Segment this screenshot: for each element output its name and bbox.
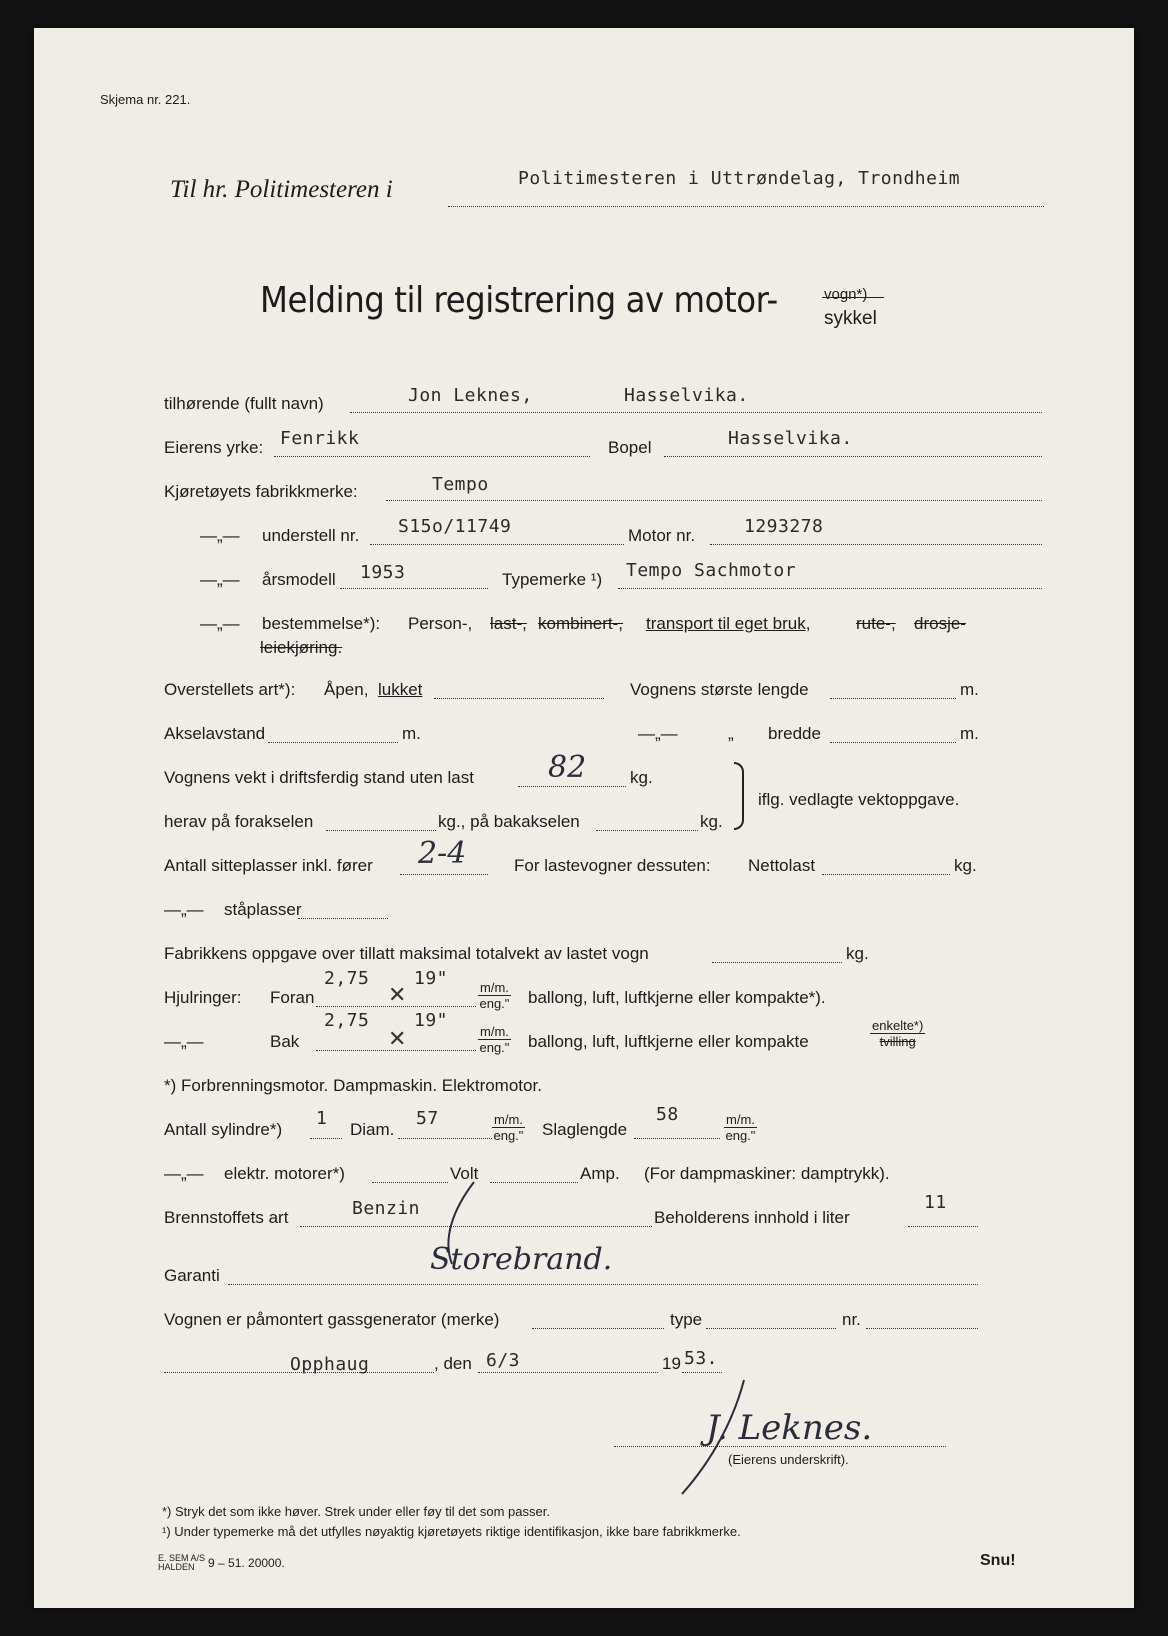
payload-unit: kg.: [954, 856, 977, 875]
body-open: Åpen,: [324, 680, 369, 699]
unit-eng: eng.": [725, 1128, 756, 1143]
model-year-label: årsmodell: [262, 570, 336, 589]
printer-line-1: E. SEM A/S: [158, 1553, 206, 1563]
rear-tire-dia: 19": [414, 1010, 449, 1031]
purpose-last: last-,: [490, 614, 527, 633]
diam-value: 57: [416, 1108, 439, 1129]
recipient-label: Til hr. Politimesteren i: [170, 176, 393, 203]
purpose-kombinert: kombinert-,: [538, 614, 624, 633]
type-label: Typemerke ¹): [502, 570, 603, 589]
type-value: Tempo Sachmotor: [626, 560, 797, 581]
stroke-line: [634, 1138, 720, 1139]
year-prefix: 19: [662, 1354, 681, 1373]
wheelbase-unit: m.: [402, 724, 421, 743]
front-unit-fraction: [478, 980, 511, 1011]
enkelte-label: enkelte*): [872, 1018, 924, 1033]
gasgen-type-label: type: [670, 1310, 703, 1329]
weight-unit: kg.: [630, 768, 653, 787]
year-line: [682, 1372, 722, 1373]
registration-form: [34, 28, 1134, 1608]
chassis-label: understell nr.: [262, 526, 360, 545]
owner-label: tilhørende (fullt navn): [164, 394, 324, 413]
payload-label: Nettolast: [748, 856, 816, 875]
maxweight-unit: kg.: [846, 944, 869, 963]
diam-line: [398, 1138, 492, 1139]
wheelbase-label: Akselavstand: [164, 724, 266, 743]
insurance-value: Storebrand.: [430, 1242, 613, 1277]
weight-bracket: [734, 762, 744, 830]
unit-mm: m/m.: [480, 1024, 509, 1039]
seats-line: [400, 874, 488, 875]
maxweight-line: [712, 962, 842, 963]
unit-mm: m/m.: [494, 1112, 523, 1127]
gasgen-nr-line: [866, 1328, 978, 1329]
fuel-value: Benzin: [352, 1198, 421, 1219]
printer-line-2: HALDEN: [158, 1562, 195, 1572]
residence-line: [664, 456, 1042, 457]
rear-tire-types: ballong, luft, luftkjerne eller kompakte: [528, 1032, 809, 1051]
make-line: [386, 500, 1042, 501]
enkelte-fraction: [870, 1018, 925, 1049]
wheelbase-line: [268, 742, 398, 743]
insurance-line: [228, 1284, 978, 1285]
date-label: , den: [434, 1354, 472, 1373]
recipient-value: Politimesteren i Uttrøndelag, Trondheim: [518, 168, 961, 189]
rear-axle-line: [596, 830, 698, 831]
tank-value: 11: [924, 1192, 947, 1213]
footnote-2: ¹) Under typemerke må det utfylles nøyaktig kjøretøyets riktige identifikasjon, ikke bare fabrikkmerke.: [162, 1524, 741, 1539]
tvilling-label: tvilling: [879, 1034, 916, 1049]
owner-place: Hasselvika.: [624, 385, 749, 406]
model-year-value: 1953: [360, 562, 406, 583]
purpose-drosje: drosje-: [914, 614, 966, 633]
motor-label: Motor nr.: [628, 526, 696, 545]
width-mark: „: [728, 724, 734, 743]
front-axle-label: herav på forakselen: [164, 812, 314, 831]
residence-label: Bopel: [608, 438, 652, 457]
title-vogn: vogn*): [824, 286, 868, 303]
chassis-value: S15o/11749: [398, 516, 512, 537]
stroke-label: Slaglengde: [542, 1120, 628, 1139]
purpose-person: Person-,: [408, 614, 473, 633]
unit-mm: m/m.: [480, 980, 509, 995]
make-value: Tempo: [432, 474, 489, 495]
width-unit: m.: [960, 724, 979, 743]
make-label: Kjøretøyets fabrikkmerke:: [164, 482, 358, 501]
weight-line: [518, 786, 626, 787]
gasgen-line: [532, 1328, 664, 1329]
footnote-1: *) Stryk det som ikke høver. Strek under eller føy til det som passer.: [162, 1504, 550, 1519]
title-sykkel: sykkel: [824, 308, 877, 329]
weight-note: iflg. vedlagte vektoppgave.: [758, 790, 960, 809]
electric-label: elektr. motorer*): [224, 1164, 345, 1183]
recipient-line: [448, 206, 1044, 207]
ditto-mark: —„—: [200, 526, 240, 545]
body-line: [434, 698, 604, 699]
unit-eng: eng.": [493, 1128, 524, 1143]
unit-mm: m/m.: [726, 1112, 755, 1127]
gasgen-label: Vognen er påmontert gassgenerator (merke): [164, 1310, 500, 1329]
ditto-mark: —„—: [164, 1032, 204, 1051]
standing-line: [298, 918, 388, 919]
ditto-mark: —„—: [164, 1164, 204, 1183]
steam-label: (For dampmaskiner: damptrykk).: [644, 1164, 890, 1183]
body-closed: lukket: [378, 680, 423, 699]
motor-line: [710, 544, 1042, 545]
residence-value: Hasselvika.: [728, 428, 853, 449]
diam-unit-fraction: [492, 1112, 525, 1143]
occupation-value: Fenrikk: [280, 428, 360, 449]
volt-label: Volt: [450, 1164, 479, 1183]
fuel-label: Brennstoffets art: [164, 1208, 289, 1227]
length-label: Vognens største lengde: [630, 680, 809, 699]
insurance-label: Garanti: [164, 1266, 220, 1285]
rear-label: Bak: [270, 1032, 300, 1051]
insurance-flourish: [434, 1178, 484, 1268]
standing-label: ståplasser: [224, 900, 302, 919]
stroke-value: 58: [656, 1104, 679, 1125]
cylinders-value: 1: [316, 1108, 328, 1129]
maxweight-label: Fabrikkens oppgave over tillatt maksimal totalvekt av lastet vogn: [164, 944, 649, 963]
front-axle-line: [326, 830, 436, 831]
date-line: [478, 1372, 658, 1373]
unit-eng: eng.": [479, 1040, 510, 1055]
place-value: Opphaug: [290, 1354, 370, 1375]
schema-number: Skjema nr. 221.: [100, 92, 191, 107]
amp-label: Amp.: [580, 1164, 620, 1183]
ditto-mark: —„—: [200, 614, 240, 633]
seats-label: Antall sitteplasser inkl. fører: [164, 856, 373, 875]
diam-label: Diam.: [350, 1120, 395, 1139]
length-line: [830, 698, 956, 699]
lorry-label: For lastevogner dessuten:: [514, 856, 711, 875]
length-unit: m.: [960, 680, 979, 699]
weight-label: Vognens vekt i driftsferdig stand uten last: [164, 768, 474, 787]
signature-stroke: [674, 1378, 754, 1498]
owner-signature: J. Leknes.: [706, 1408, 873, 1448]
gasgen-type-line: [706, 1328, 836, 1329]
year-value: 53.: [684, 1348, 719, 1369]
stroke-unit-fraction: [724, 1112, 757, 1143]
tank-line: [908, 1226, 978, 1227]
occupation-label: Eierens yrke:: [164, 438, 264, 457]
ditto-mark: —„—: [638, 724, 678, 743]
times-mark: ✕: [388, 982, 407, 1007]
front-tire-types: ballong, luft, luftkjerne eller kompakte*).: [528, 988, 826, 1007]
body-label: Overstellets art*):: [164, 680, 296, 699]
front-tire-dia: 19": [414, 968, 449, 989]
volt-line: [490, 1182, 578, 1183]
purpose-leie: leiekjøring.: [260, 638, 343, 657]
front-label: Foran: [270, 988, 315, 1007]
unit-eng: eng.": [479, 996, 510, 1011]
ditto-mark: —„—: [164, 900, 204, 919]
gasgen-nr-label: nr.: [842, 1310, 861, 1329]
tank-label: Beholderens innhold i liter: [654, 1208, 850, 1227]
type-line: [618, 588, 1042, 589]
rear-axle-label: kg., på bakakselen: [438, 812, 580, 831]
cylinders-line: [310, 1138, 342, 1139]
weight-value: 82: [548, 750, 587, 785]
model-year-line: [340, 588, 488, 589]
width-line: [830, 742, 956, 743]
rear-tire-width: 2,75: [324, 1010, 370, 1031]
date-value: 6/3: [486, 1350, 521, 1371]
wheels-label: Hjulringer:: [164, 988, 242, 1007]
front-tire-width: 2,75: [324, 968, 370, 989]
motor-value: 1293278: [744, 516, 824, 537]
purpose-label: bestemmelse*):: [262, 614, 381, 633]
owner-name: Jon Leknes,: [408, 385, 533, 406]
chassis-line: [370, 544, 624, 545]
engine-types: *) Forbrenningsmotor. Dampmaskin. Elektromotor.: [164, 1076, 542, 1095]
turn-over: Snu!: [980, 1552, 1016, 1569]
payload-line: [822, 874, 950, 875]
purpose-rute: rute-,: [856, 614, 896, 633]
width-label: bredde: [768, 724, 821, 743]
purpose-transport: transport til eget bruk,: [646, 614, 811, 633]
rear-unit-fraction: [478, 1024, 511, 1055]
ditto-mark: —„—: [200, 570, 240, 589]
cylinders-label: Antall sylindre*): [164, 1120, 283, 1139]
vogn-strike: [822, 297, 884, 298]
signature-label: (Eierens underskrift).: [728, 1452, 849, 1467]
print-code: 9 – 51. 20000.: [208, 1556, 285, 1570]
form-title: Melding til registrering av motor-: [260, 280, 778, 321]
rear-axle-unit: kg.: [700, 812, 723, 831]
seats-value: 2-4: [418, 836, 467, 871]
times-mark: ✕: [388, 1026, 407, 1051]
occupation-line: [274, 456, 590, 457]
owner-line: [350, 412, 1042, 413]
